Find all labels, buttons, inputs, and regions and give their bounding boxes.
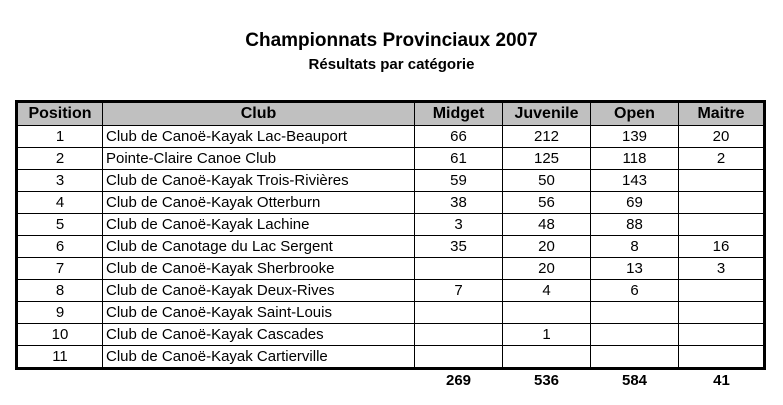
cell-position: 5 bbox=[17, 214, 103, 236]
cell-maitre: 2 bbox=[679, 148, 765, 170]
cell-midget bbox=[415, 302, 503, 324]
cell-position: 1 bbox=[17, 126, 103, 148]
cell-midget: 35 bbox=[415, 236, 503, 258]
cell-juvenile: 1 bbox=[503, 324, 591, 346]
cell-juvenile: 56 bbox=[503, 192, 591, 214]
cell-open bbox=[591, 346, 679, 369]
cell-position: 6 bbox=[17, 236, 103, 258]
cell-club: Club de Canoë-Kayak Sherbrooke bbox=[103, 258, 415, 280]
totals-spacer bbox=[17, 369, 103, 393]
cell-midget bbox=[415, 324, 503, 346]
cell-club: Club de Canoë-Kayak Trois-Rivières bbox=[103, 170, 415, 192]
document-subtitle: Résultats par catégorie bbox=[308, 56, 475, 73]
cell-juvenile: 4 bbox=[503, 280, 591, 302]
cell-midget: 38 bbox=[415, 192, 503, 214]
cell-club: Club de Canoë-Kayak Lac-Beauport bbox=[103, 126, 415, 148]
cell-open: 8 bbox=[591, 236, 679, 258]
cell-position: 9 bbox=[17, 302, 103, 324]
cell-club: Club de Canoë-Kayak Cascades bbox=[103, 324, 415, 346]
cell-midget: 61 bbox=[415, 148, 503, 170]
cell-club: Club de Canoë-Kayak Cartierville bbox=[103, 346, 415, 369]
total-midget: 269 bbox=[445, 372, 472, 389]
cell-midget bbox=[415, 258, 503, 280]
cell-midget: 7 bbox=[415, 280, 503, 302]
cell-position: 11 bbox=[17, 346, 103, 369]
cell-juvenile: 20 bbox=[503, 258, 591, 280]
cell-open: 13 bbox=[591, 258, 679, 280]
cell-open: 139 bbox=[591, 126, 679, 148]
table-row bbox=[17, 236, 765, 258]
cell-juvenile: 125 bbox=[503, 148, 591, 170]
document-title: Championnats Provinciaux 2007 bbox=[245, 30, 538, 51]
cell-maitre: 20 bbox=[679, 126, 765, 148]
header-club: Club bbox=[103, 102, 415, 126]
cell-juvenile: 212 bbox=[503, 126, 591, 148]
total-maitre: 41 bbox=[713, 372, 730, 389]
cell-maitre bbox=[679, 170, 765, 192]
table-row bbox=[17, 214, 765, 236]
totals-row bbox=[17, 369, 765, 393]
cell-club: Club de Canoë-Kayak Deux-Rives bbox=[103, 280, 415, 302]
table-row bbox=[17, 126, 765, 148]
cell-open: 143 bbox=[591, 170, 679, 192]
cell-position: 10 bbox=[17, 324, 103, 346]
cell-maitre bbox=[679, 192, 765, 214]
cell-maitre: 3 bbox=[679, 258, 765, 280]
cell-juvenile: 20 bbox=[503, 236, 591, 258]
cell-club: Club de Canoë-Kayak Otterburn bbox=[103, 192, 415, 214]
total-open: 584 bbox=[621, 372, 648, 389]
cell-juvenile: 50 bbox=[503, 170, 591, 192]
total-juvenile: 536 bbox=[533, 372, 560, 389]
cell-club: Club de Canoë-Kayak Lachine bbox=[103, 214, 415, 236]
cell-open: 88 bbox=[591, 214, 679, 236]
header-position: Position bbox=[17, 102, 103, 126]
table-row bbox=[17, 302, 765, 324]
cell-position: 4 bbox=[17, 192, 103, 214]
cell-open: 69 bbox=[591, 192, 679, 214]
header-maitre: Maitre bbox=[679, 102, 765, 126]
header-midget: Midget bbox=[415, 102, 503, 126]
cell-open: 6 bbox=[591, 280, 679, 302]
totals-spacer bbox=[103, 369, 415, 393]
table-row bbox=[17, 192, 765, 214]
header-juvenile: Juvenile bbox=[503, 102, 591, 126]
header-open: Open bbox=[591, 102, 679, 126]
cell-open: 118 bbox=[591, 148, 679, 170]
results-table bbox=[15, 100, 766, 392]
cell-position: 2 bbox=[17, 148, 103, 170]
cell-maitre bbox=[679, 302, 765, 324]
cell-maitre: 16 bbox=[679, 236, 765, 258]
cell-midget: 59 bbox=[415, 170, 503, 192]
cell-midget: 3 bbox=[415, 214, 503, 236]
cell-position: 7 bbox=[17, 258, 103, 280]
table-row bbox=[17, 280, 765, 302]
table-row bbox=[17, 346, 765, 369]
cell-midget bbox=[415, 346, 503, 369]
table-row bbox=[17, 324, 765, 346]
cell-juvenile bbox=[503, 346, 591, 369]
cell-open bbox=[591, 302, 679, 324]
cell-club: Pointe-Claire Canoe Club bbox=[103, 148, 415, 170]
cell-midget: 66 bbox=[415, 126, 503, 148]
table-row bbox=[17, 258, 765, 280]
cell-position: 3 bbox=[17, 170, 103, 192]
header-row bbox=[17, 102, 765, 126]
cell-open bbox=[591, 324, 679, 346]
cell-club: Club de Canoë-Kayak Saint-Louis bbox=[103, 302, 415, 324]
table-row bbox=[17, 148, 765, 170]
cell-maitre bbox=[679, 324, 765, 346]
cell-juvenile bbox=[503, 302, 591, 324]
cell-maitre bbox=[679, 280, 765, 302]
cell-maitre bbox=[679, 214, 765, 236]
cell-juvenile: 48 bbox=[503, 214, 591, 236]
cell-maitre bbox=[679, 346, 765, 369]
cell-club: Club de Canotage du Lac Sergent bbox=[103, 236, 415, 258]
cell-position: 8 bbox=[17, 280, 103, 302]
table-row bbox=[17, 170, 765, 192]
